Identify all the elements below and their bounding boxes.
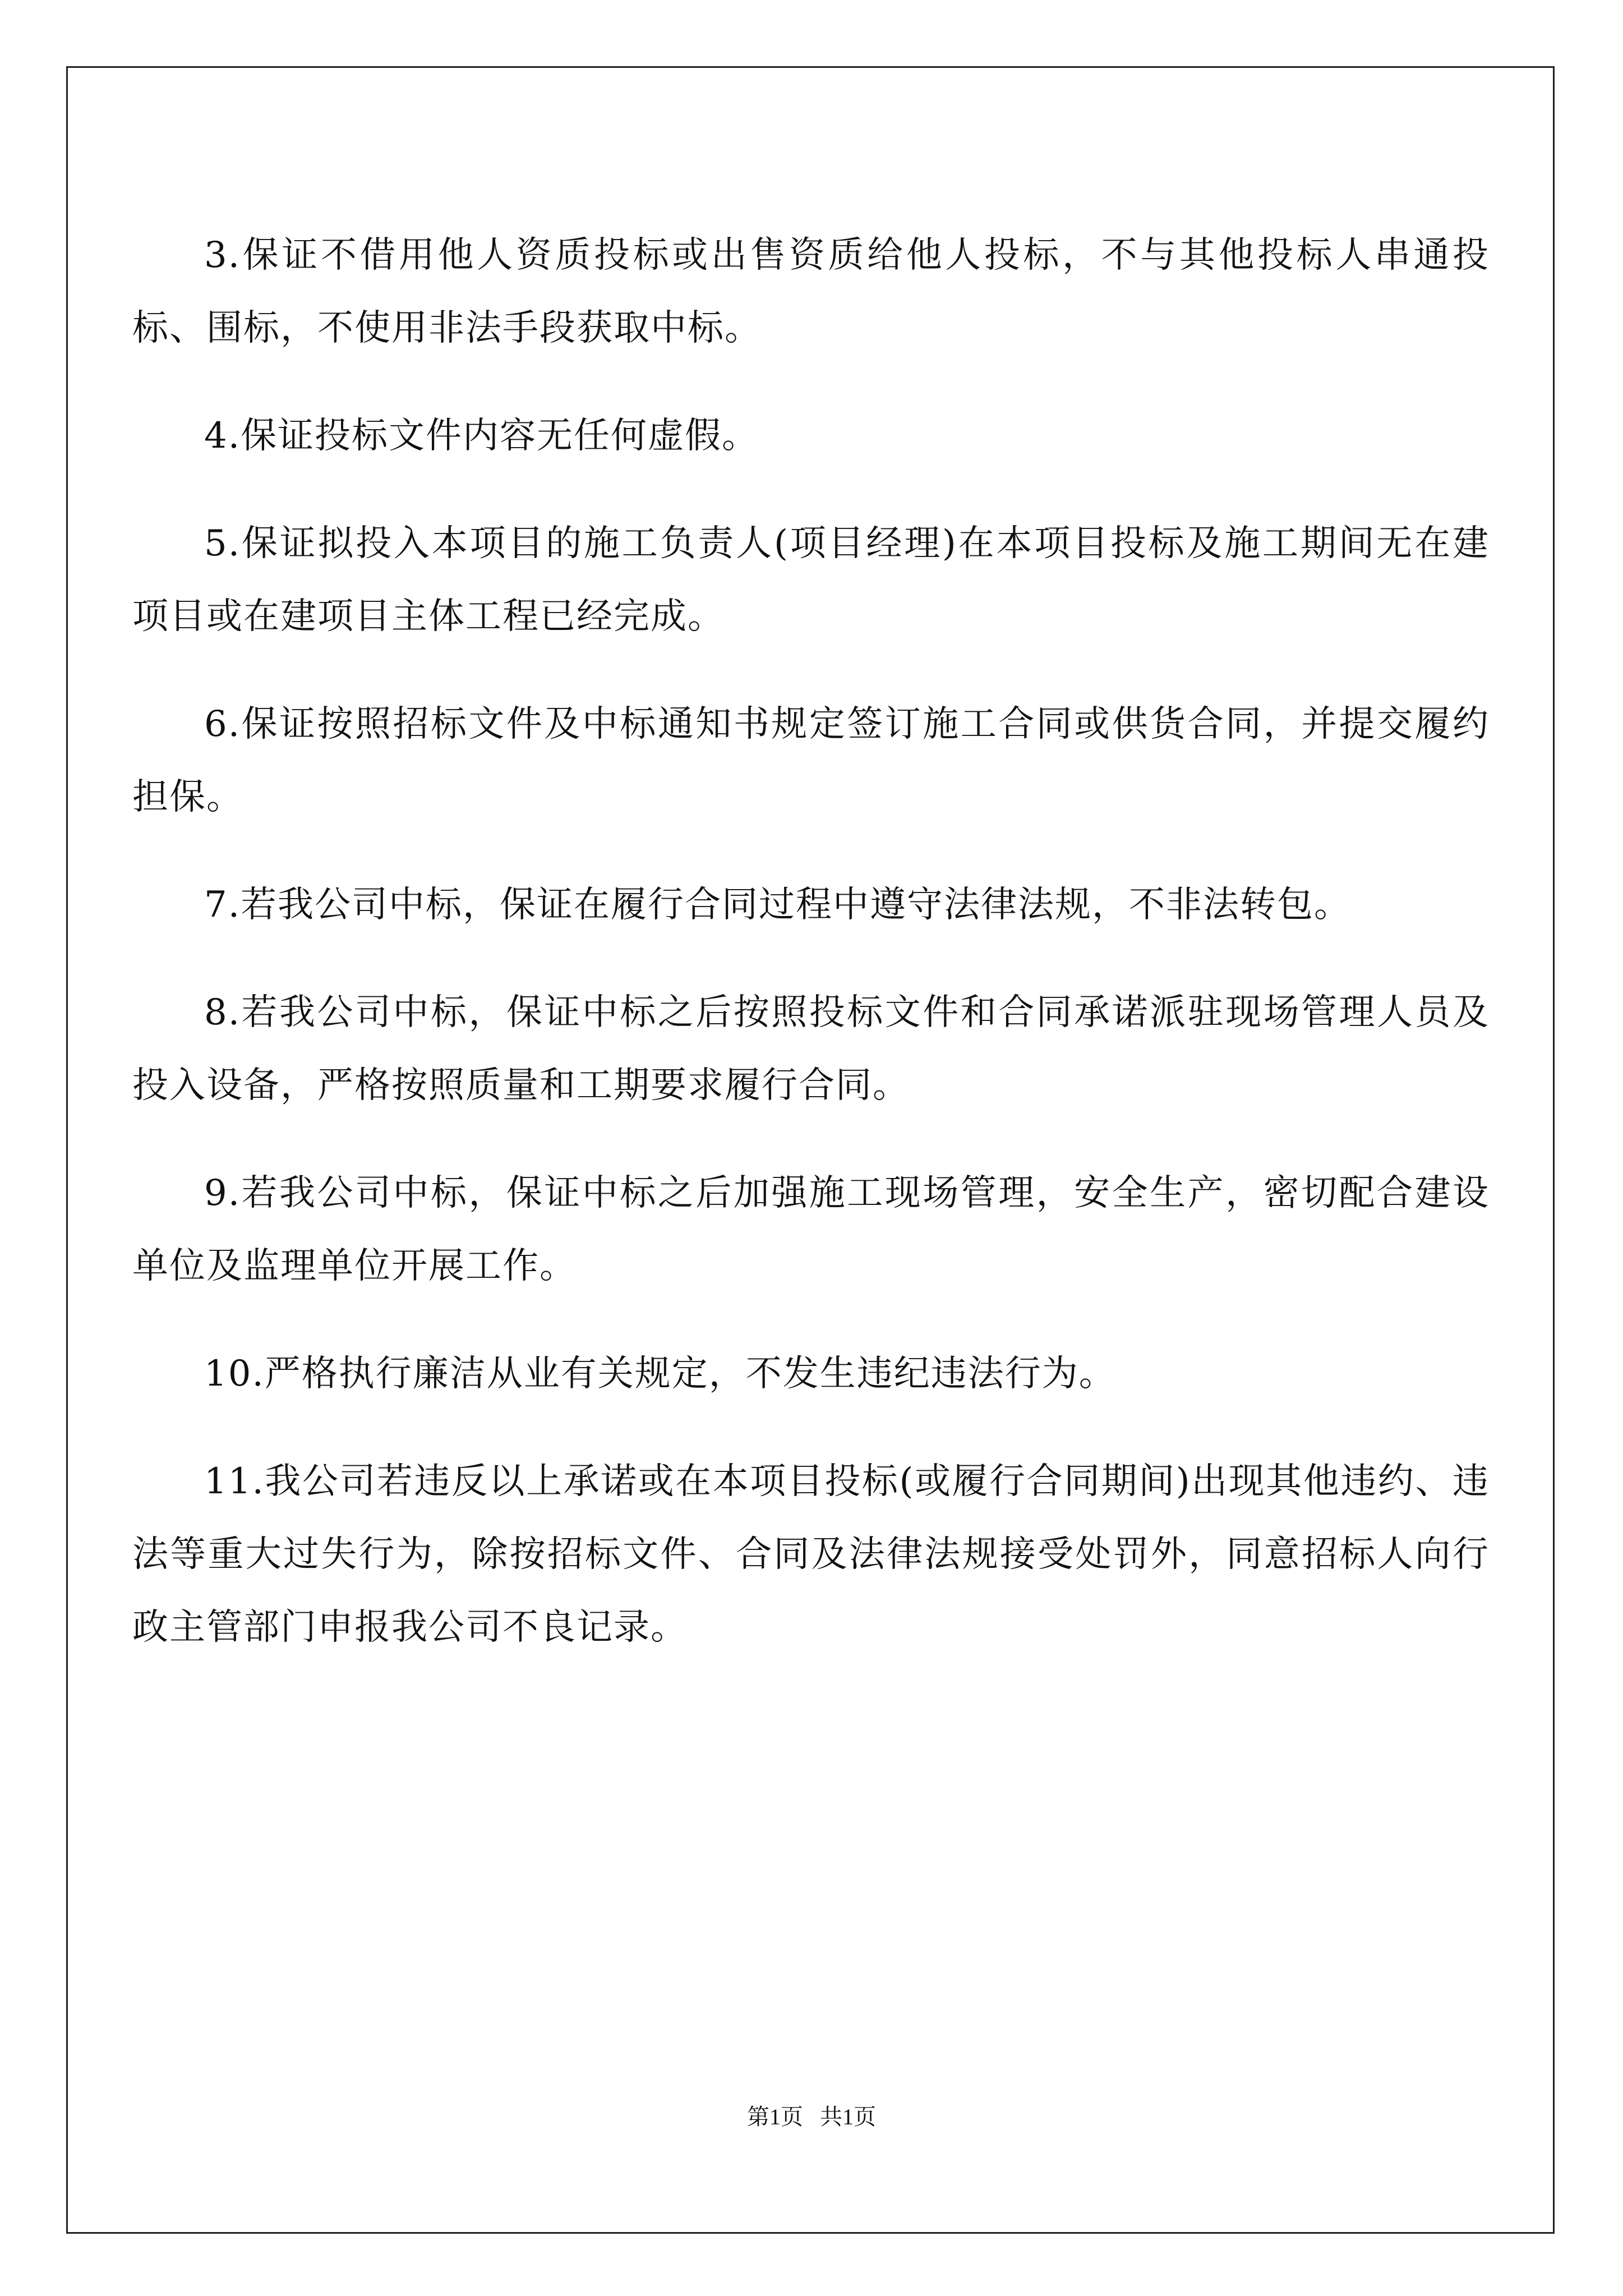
commitment-item-11: 11.我公司若违反以上承诺或在本项目投标(或履行合同期间)出现其他违约、违法等重大过失行为，除按招标文件、合同及法律法规接受处罚外，同意招标人向行政主管部门申报我公司不良记录。 — [132, 1461, 1490, 1648]
document-body — [132, 219, 1490, 1699]
commitment-item-3: 3.保证不借用他人资质投标或出售资质给他人投标，不与其他投标人串通投标、围标，不使用非法手段获取中标。 — [132, 234, 1490, 349]
commitment-item-7: 7.若我公司中标，保证在履行合同过程中遵守法律法规，不非法转包。 — [204, 884, 1352, 926]
commitment-item-9: 9.若我公司中标，保证中标之后加强施工现场管理，安全生产，密切配合建设单位及监理单位开展工作。 — [132, 1172, 1490, 1287]
commitment-item-8: 8.若我公司中标，保证中标之后按照投标文件和合同承诺派驻现场管理人员及投入设备，严格按照质量和工期要求履行合同。 — [132, 992, 1490, 1106]
commitment-item-5: 5.保证拟投入本项目的施工负责人(项目经理)在本项目投标及施工期间无在建项目或在建项目主体工程已经完成。 — [132, 523, 1490, 637]
commitment-item-10: 10.严格执行廉洁从业有关规定，不发生违纪违法行为。 — [204, 1353, 1116, 1395]
page-footer: 第1页 共1页 — [747, 2104, 876, 2129]
commitment-item-4: 4.保证投标文件内容无任何虚假。 — [204, 415, 759, 457]
commitment-item-6: 6.保证按照招标文件及中标通知书规定签订施工合同或供货合同，并提交履约担保。 — [132, 703, 1490, 818]
